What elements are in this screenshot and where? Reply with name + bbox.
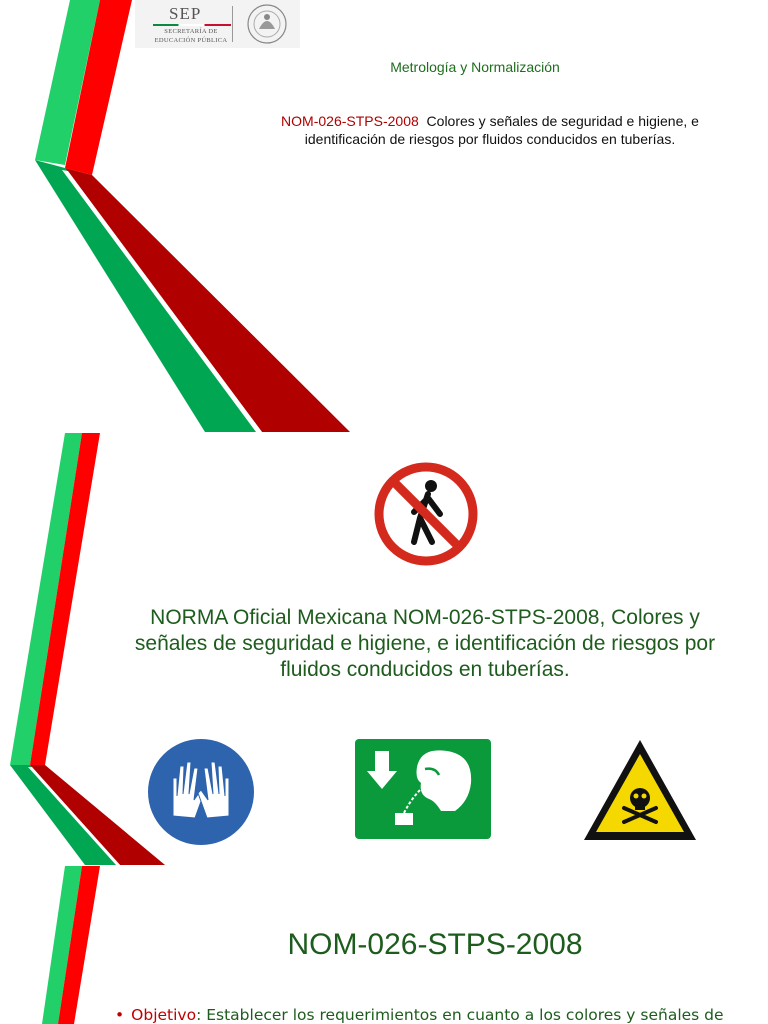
subject-title: Metrología y Normalización bbox=[390, 59, 560, 75]
slide-title: NOM-026-STPS-2008 bbox=[287, 928, 583, 961]
objetivo-label: Objetivo bbox=[131, 1006, 197, 1024]
gloves-mandatory-icon bbox=[147, 738, 255, 846]
toxic-warning-icon bbox=[582, 738, 698, 842]
nom-code: NOM-026-STPS-2008 bbox=[281, 113, 419, 129]
no-pedestrians-prohibition-icon bbox=[370, 458, 482, 570]
mexican-coat-of-arms-icon bbox=[245, 3, 289, 45]
nom-title: Colores y señales de seguridad e higiene, e identificación de riesgos por fluidos conducidos en tuberías. bbox=[304, 113, 699, 147]
objetivo-text: : Establecer los requerimientos en cuanto a los colores y señales de bbox=[196, 1006, 724, 1024]
objetivo-bullet: • Objetivo: Establecer los requerimientos en cuanto a los colores y señales de bbox=[115, 1006, 724, 1024]
slide-2 bbox=[0, 433, 768, 865]
slide-3 bbox=[0, 866, 768, 1024]
eye-wash-station-icon bbox=[355, 739, 491, 839]
norma-paragraph: NORMA Oficial Mexicana NOM-026-STPS-2008, Colores y señales de seguridad e higiene, e identificación de riesgos por fluidos conducidos en tuberías. bbox=[134, 606, 716, 681]
nom-heading bbox=[240, 112, 740, 148]
sep-logo: SEP SECRETARÍA DE EDUCACIÓN PÚBLICA bbox=[135, 0, 300, 48]
flag-stripes-decoration bbox=[0, 866, 120, 1024]
slide-1 bbox=[0, 0, 768, 432]
